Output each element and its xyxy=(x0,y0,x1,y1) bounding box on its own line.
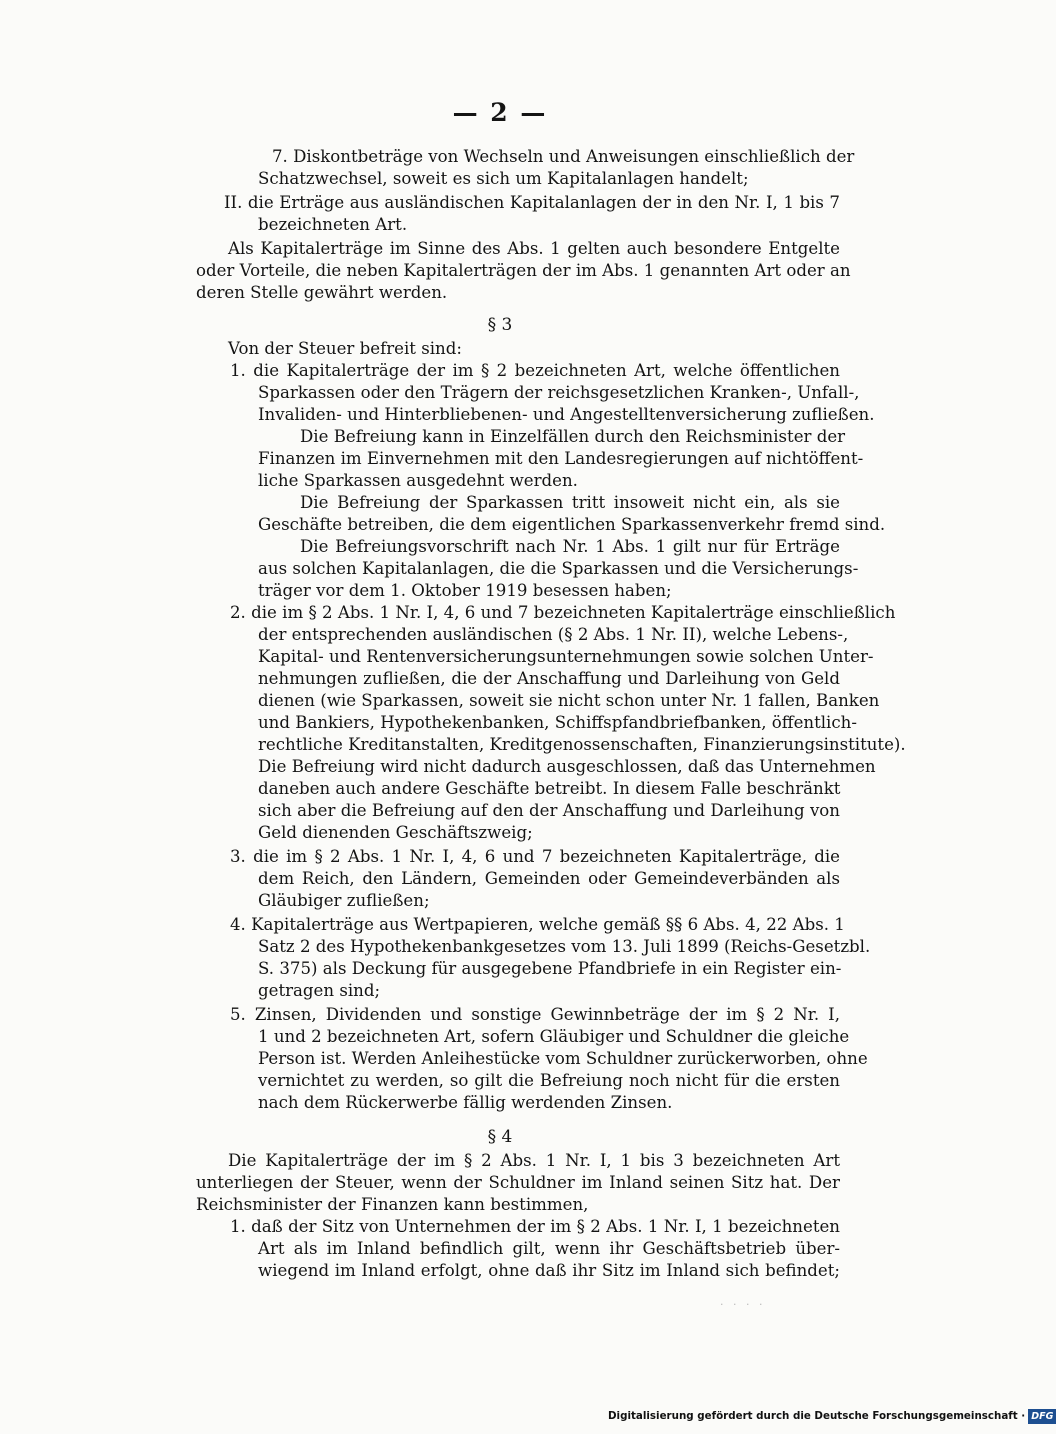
text-line: getragen sind; xyxy=(258,981,381,1000)
list-item-II: II. die Erträge aus ausländischen Kapitalanlagen der in den Nr. I, 1 bis 7 xyxy=(224,193,840,212)
text-line: Die Befreiung kann in Einzelfällen durch den Reichsminister der xyxy=(300,427,846,446)
text-line: daneben auch andere Geschäfte betreibt. In diesem Falle beschränkt xyxy=(258,779,841,798)
paragraph-line: oder Vorteile, die neben Kapitalerträgen der im Abs. 1 genannten Art oder an xyxy=(196,261,851,280)
text-line: 4. Kapitalerträge aus Wertpapieren, welche gemäß §§ 6 Abs. 4, 22 Abs. 1 xyxy=(230,915,845,934)
text-line: Finanzen im Einvernehmen mit den Landesregierungen auf nichtöffent- xyxy=(258,449,864,468)
list-item-7: 7. Diskontbeträge von Wechseln und Anweisungen einschließlich der xyxy=(272,147,855,166)
text-line: unterliegen der Steuer, wenn der Schuldner im Inland seinen Sitz hat. Der xyxy=(196,1173,840,1192)
text-line: 1 und 2 bezeichneten Art, sofern Gläubiger und Schuldner die gleiche xyxy=(258,1027,850,1046)
text-line: 5. Zinsen, Dividenden und sonstige Gewinnbeträge der im § 2 Nr. I, xyxy=(230,1005,840,1024)
text-line: und Bankiers, Hypothekenbanken, Schiffspfandbriefbanken, öffentlich- xyxy=(258,713,857,732)
text-line: Sparkassen oder den Trägern der reichsgesetzlichen Kranken-, Unfall-, xyxy=(258,383,860,402)
text-line: Satz 2 des Hypothekenbankgesetzes vom 13. Juli 1899 (Reichs-Gesetzbl. xyxy=(258,937,871,956)
section-intro: Von der Steuer befreit sind: xyxy=(228,339,462,358)
text-line: 1. die Kapitalerträge der im § 2 bezeichneten Art, welche öffentlichen xyxy=(230,361,840,380)
text-line: Die Kapitalerträge der im § 2 Abs. 1 Nr. I, 1 bis 3 bezeichneten Art xyxy=(228,1151,840,1170)
text-line: Kapital- und Rentenversicherungsunternehmungen sowie solchen Unter- xyxy=(258,647,874,666)
text-line: Die Befreiungsvorschrift nach Nr. 1 Abs. 1 gilt nur für Erträge xyxy=(300,537,840,556)
text-line: dienen (wie Sparkassen, soweit sie nicht schon unter Nr. 1 fallen, Banken xyxy=(258,691,880,710)
text-line: nehmungen zufließen, die der Anschaffung und Darleihung von Geld xyxy=(258,669,840,688)
text-line: dem Reich, den Ländern, Gemeinden oder Gemeindeverbänden als xyxy=(258,869,840,888)
text-line: der entsprechenden ausländischen (§ 2 Abs. 1 Nr. II), welche Lebens-, xyxy=(258,625,849,644)
dfg-logo: DFG xyxy=(1028,1409,1056,1424)
section-heading-3: § 3 xyxy=(487,315,513,335)
text-line: Geld dienenden Geschäftszweig; xyxy=(258,823,533,842)
list-item-II-cont: bezeichneten Art. xyxy=(258,215,408,234)
text-line: träger vor dem 1. Oktober 1919 besessen haben; xyxy=(258,581,672,600)
text-line: Die Befreiung wird nicht dadurch ausgeschlossen, daß das Unternehmen xyxy=(258,757,876,776)
text-line: Person ist. Werden Anleihestücke vom Schuldner zurückerworben, ohne xyxy=(258,1049,868,1068)
text-line: nach dem Rückerwerbe fällig werdenden Zinsen. xyxy=(258,1093,673,1112)
paragraph-line: deren Stelle gewährt werden. xyxy=(196,283,448,302)
text-line: vernichtet zu werden, so gilt die Befreiung noch nicht für die ersten xyxy=(258,1071,840,1090)
text-line: Invaliden- und Hinterbliebenen- und Angestelltenversicherung zufließen. xyxy=(258,405,875,424)
text-line: sich aber die Befreiung auf den der Anschaffung und Darleihung von xyxy=(258,801,840,820)
footer-text: Digitalisierung gefördert durch die Deutsche Forschungsgemeinschaft · xyxy=(608,1410,1026,1422)
text-line: 3. die im § 2 Abs. 1 Nr. I, 4, 6 und 7 bezeichneten Kapitalerträge, die xyxy=(230,847,840,866)
paragraph-line: Als Kapitalerträge im Sinne des Abs. 1 gelten auch besondere Entgelte xyxy=(228,239,840,258)
footer-credit xyxy=(608,1405,1056,1427)
text-line: S. 375) als Deckung für ausgegebene Pfandbriefe in ein Register ein- xyxy=(258,959,842,978)
text-line: rechtliche Kreditanstalten, Kreditgenossenschaften, Finanzierungsinstitute). xyxy=(258,735,906,754)
scan-artifact: · · · · xyxy=(720,1298,766,1311)
text-line: Art als im Inland befindlich gilt, wenn ihr Geschäftsbetrieb über- xyxy=(258,1239,840,1258)
text-line: liche Sparkassen ausgedehnt werden. xyxy=(258,471,578,490)
text-line: Geschäfte betreiben, die dem eigentlichen Sparkassenverkehr fremd sind. xyxy=(258,515,886,534)
text-line: Reichsminister der Finanzen kann bestimmen, xyxy=(196,1195,589,1214)
text-line: Gläubiger zufließen; xyxy=(258,891,430,910)
text-line: wiegend im Inland erfolgt, ohne daß ihr Sitz im Inland sich befindet; xyxy=(258,1261,840,1280)
text-line: 1. daß der Sitz von Unternehmen der im § 2 Abs. 1 Nr. I, 1 bezeichneten xyxy=(230,1217,840,1236)
text-line: Die Befreiung der Sparkassen tritt insoweit nicht ein, als sie xyxy=(300,493,840,512)
page-number: — 2 — xyxy=(452,98,548,127)
list-item-7-cont: Schatzwechsel, soweit es sich um Kapitalanlagen handelt; xyxy=(258,169,749,188)
section-heading-4: § 4 xyxy=(487,1127,513,1147)
text-line: 2. die im § 2 Abs. 1 Nr. I, 4, 6 und 7 bezeichneten Kapitalerträge einschließlich xyxy=(230,603,896,622)
text-line: aus solchen Kapitalanlagen, die die Sparkassen und die Versicherungs- xyxy=(258,559,859,578)
